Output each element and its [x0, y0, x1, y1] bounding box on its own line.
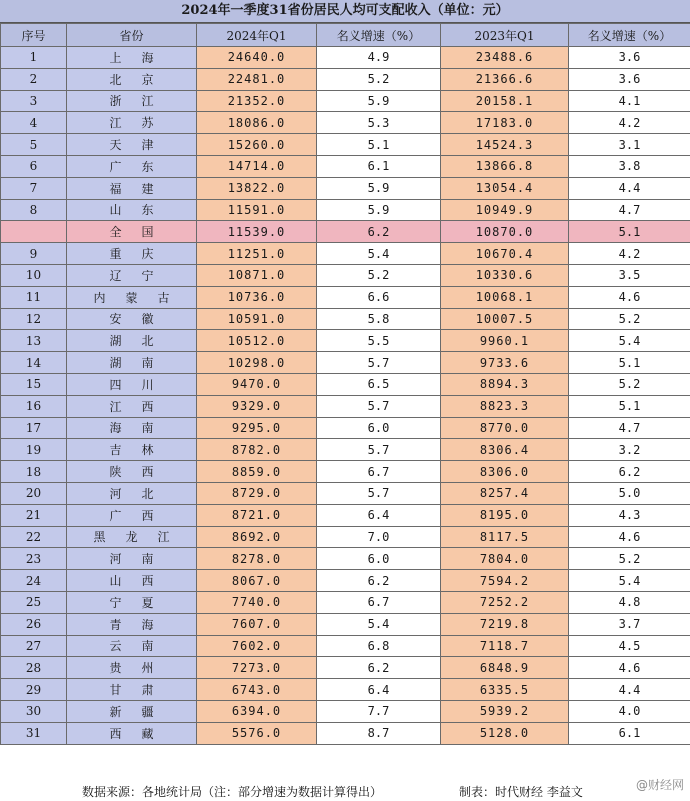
row-province: 陕西 — [67, 461, 197, 483]
header-province: 省份 — [67, 24, 197, 47]
row-growth-2024: 5.5 — [317, 330, 441, 352]
row-growth-2024: 4.9 — [317, 47, 441, 69]
row-index: 20 — [1, 482, 67, 504]
row-growth-2023: 4.0 — [569, 700, 690, 722]
row-income-2023q1: 10949.9 — [441, 199, 569, 221]
row-growth-2024: 6.4 — [317, 679, 441, 701]
row-index: 31 — [1, 722, 67, 744]
row-growth-2024: 6.6 — [317, 286, 441, 308]
row-province: 福建 — [67, 177, 197, 199]
row-index: 21 — [1, 504, 67, 526]
row-income-2023q1: 7594.2 — [441, 570, 569, 592]
table-row — [1, 155, 690, 177]
row-growth-2024: 6.0 — [317, 417, 441, 439]
row-income-2024q1: 8782.0 — [197, 439, 317, 461]
row-income-2023q1: 8770.0 — [441, 417, 569, 439]
table-row — [1, 395, 690, 417]
row-income-2024q1: 14714.0 — [197, 155, 317, 177]
row-income-2023q1: 6848.9 — [441, 657, 569, 679]
table-row — [1, 439, 690, 461]
row-income-2023q1: 10870.0 — [441, 221, 569, 243]
row-province: 吉林 — [67, 439, 197, 461]
row-income-2024q1: 18086.0 — [197, 112, 317, 134]
row-income-2024q1: 11251.0 — [197, 243, 317, 265]
row-income-2023q1: 9960.1 — [441, 330, 569, 352]
row-index: 19 — [1, 439, 67, 461]
table-row — [1, 199, 690, 221]
row-growth-2024: 6.7 — [317, 461, 441, 483]
row-growth-2024: 5.8 — [317, 308, 441, 330]
row-index: 23 — [1, 548, 67, 570]
row-income-2024q1: 13822.0 — [197, 177, 317, 199]
row-index: 24 — [1, 570, 67, 592]
row-income-2023q1: 10330.6 — [441, 264, 569, 286]
row-income-2024q1: 6394.0 — [197, 700, 317, 722]
footer-source: 数据来源：各地统计局（注：部分增速为数据计算得出） — [82, 785, 383, 799]
table-row — [1, 613, 690, 635]
row-index: 17 — [1, 417, 67, 439]
table-row — [1, 330, 690, 352]
row-growth-2024: 5.9 — [317, 199, 441, 221]
row-growth-2024: 5.9 — [317, 90, 441, 112]
row-growth-2023: 5.2 — [569, 548, 690, 570]
row-index: 8 — [1, 199, 67, 221]
row-income-2024q1: 15260.0 — [197, 134, 317, 156]
row-income-2023q1: 5128.0 — [441, 722, 569, 744]
row-growth-2024: 6.2 — [317, 570, 441, 592]
row-income-2024q1: 8729.0 — [197, 482, 317, 504]
row-index: 2 — [1, 68, 67, 90]
row-growth-2023: 3.7 — [569, 613, 690, 635]
row-index: 14 — [1, 352, 67, 374]
row-income-2024q1: 10591.0 — [197, 308, 317, 330]
watermark: @财经网 — [635, 778, 684, 792]
row-income-2024q1: 11539.0 — [197, 221, 317, 243]
row-growth-2023: 4.6 — [569, 526, 690, 548]
row-province: 北京 — [67, 68, 197, 90]
table-row — [1, 570, 690, 592]
table-title: 2024年一季度31省份居民人均可支配收入（单位：元） — [0, 0, 690, 23]
row-growth-2024: 5.3 — [317, 112, 441, 134]
table-row — [1, 243, 690, 265]
row-income-2024q1: 21352.0 — [197, 90, 317, 112]
row-index: 18 — [1, 461, 67, 483]
row-index: 26 — [1, 613, 67, 635]
row-growth-2024: 6.1 — [317, 155, 441, 177]
row-growth-2023: 3.1 — [569, 134, 690, 156]
row-growth-2023: 4.7 — [569, 199, 690, 221]
row-province: 江苏 — [67, 112, 197, 134]
table-row — [1, 591, 690, 613]
row-growth-2023: 5.1 — [569, 395, 690, 417]
row-province: 湖北 — [67, 330, 197, 352]
row-province: 新疆 — [67, 700, 197, 722]
row-province: 湖南 — [67, 352, 197, 374]
row-province: 黑龙江 — [67, 526, 197, 548]
row-income-2024q1: 10736.0 — [197, 286, 317, 308]
row-province: 云南 — [67, 635, 197, 657]
row-growth-2023: 3.6 — [569, 47, 690, 69]
row-income-2024q1: 9329.0 — [197, 395, 317, 417]
row-growth-2024: 7.0 — [317, 526, 441, 548]
row-growth-2023: 4.6 — [569, 657, 690, 679]
row-income-2024q1: 7273.0 — [197, 657, 317, 679]
row-province: 甘肃 — [67, 679, 197, 701]
row-growth-2023: 6.1 — [569, 722, 690, 744]
header-growth-2023: 名义增速（%） — [569, 24, 690, 47]
row-income-2024q1: 8692.0 — [197, 526, 317, 548]
row-province: 宁夏 — [67, 591, 197, 613]
row-growth-2023: 5.2 — [569, 373, 690, 395]
row-growth-2024: 6.7 — [317, 591, 441, 613]
row-income-2023q1: 10007.5 — [441, 308, 569, 330]
row-income-2023q1: 8306.4 — [441, 439, 569, 461]
row-growth-2023: 4.6 — [569, 286, 690, 308]
row-growth-2023: 4.8 — [569, 591, 690, 613]
row-income-2024q1: 8067.0 — [197, 570, 317, 592]
row-income-2024q1: 8721.0 — [197, 504, 317, 526]
row-income-2023q1: 9733.6 — [441, 352, 569, 374]
row-province: 山西 — [67, 570, 197, 592]
header-growth-2024: 名义增速（%） — [317, 24, 441, 47]
row-income-2024q1: 8859.0 — [197, 461, 317, 483]
header-index: 序号 — [1, 24, 67, 47]
row-growth-2024: 6.2 — [317, 221, 441, 243]
row-income-2023q1: 6335.5 — [441, 679, 569, 701]
row-growth-2023: 3.2 — [569, 439, 690, 461]
row-growth-2023: 5.1 — [569, 221, 690, 243]
row-growth-2024: 5.7 — [317, 439, 441, 461]
header-row — [1, 24, 690, 47]
row-growth-2023: 3.8 — [569, 155, 690, 177]
header-2024q1: 2024年Q1 — [197, 24, 317, 47]
table-row — [1, 47, 690, 69]
row-index: 27 — [1, 635, 67, 657]
table-row — [1, 679, 690, 701]
row-growth-2024: 6.8 — [317, 635, 441, 657]
row-income-2024q1: 22481.0 — [197, 68, 317, 90]
table-row — [1, 548, 690, 570]
row-province: 广西 — [67, 504, 197, 526]
table-row — [1, 112, 690, 134]
table-row — [1, 657, 690, 679]
row-income-2023q1: 8257.4 — [441, 482, 569, 504]
row-income-2023q1: 10068.1 — [441, 286, 569, 308]
row-income-2023q1: 7118.7 — [441, 635, 569, 657]
table-row — [1, 482, 690, 504]
row-income-2024q1: 10298.0 — [197, 352, 317, 374]
row-growth-2024: 5.2 — [317, 264, 441, 286]
row-growth-2024: 5.4 — [317, 613, 441, 635]
row-growth-2023: 4.4 — [569, 679, 690, 701]
row-province: 广东 — [67, 155, 197, 177]
row-income-2023q1: 13866.8 — [441, 155, 569, 177]
row-growth-2023: 3.5 — [569, 264, 690, 286]
row-income-2023q1: 17183.0 — [441, 112, 569, 134]
row-income-2023q1: 8195.0 — [441, 504, 569, 526]
row-income-2024q1: 10512.0 — [197, 330, 317, 352]
national-row — [1, 221, 690, 243]
row-income-2023q1: 23488.6 — [441, 47, 569, 69]
row-province: 天津 — [67, 134, 197, 156]
row-income-2024q1: 8278.0 — [197, 548, 317, 570]
table-row — [1, 134, 690, 156]
table-row — [1, 722, 690, 744]
row-growth-2023: 6.2 — [569, 461, 690, 483]
row-index: 28 — [1, 657, 67, 679]
table-row — [1, 373, 690, 395]
row-growth-2024: 5.7 — [317, 395, 441, 417]
row-growth-2024: 5.9 — [317, 177, 441, 199]
row-income-2024q1: 6743.0 — [197, 679, 317, 701]
row-province: 海南 — [67, 417, 197, 439]
row-province: 安徽 — [67, 308, 197, 330]
row-province: 山东 — [67, 199, 197, 221]
row-province: 全国 — [67, 221, 197, 243]
row-province: 贵州 — [67, 657, 197, 679]
row-growth-2023: 4.7 — [569, 417, 690, 439]
row-growth-2023: 4.1 — [569, 90, 690, 112]
row-index: 30 — [1, 700, 67, 722]
table-row — [1, 461, 690, 483]
table-body — [1, 47, 690, 745]
row-income-2023q1: 8117.5 — [441, 526, 569, 548]
row-income-2023q1: 8823.3 — [441, 395, 569, 417]
table-row — [1, 286, 690, 308]
row-index: 6 — [1, 155, 67, 177]
row-income-2023q1: 13054.4 — [441, 177, 569, 199]
row-index: 11 — [1, 286, 67, 308]
row-income-2023q1: 20158.1 — [441, 90, 569, 112]
row-income-2024q1: 9470.0 — [197, 373, 317, 395]
row-province: 四川 — [67, 373, 197, 395]
row-growth-2024: 7.7 — [317, 700, 441, 722]
row-growth-2023: 5.4 — [569, 570, 690, 592]
row-income-2024q1: 9295.0 — [197, 417, 317, 439]
row-province: 重庆 — [67, 243, 197, 265]
row-growth-2023: 5.2 — [569, 308, 690, 330]
table-row — [1, 177, 690, 199]
table-row — [1, 635, 690, 657]
row-province: 青海 — [67, 613, 197, 635]
row-income-2024q1: 7602.0 — [197, 635, 317, 657]
row-index: 12 — [1, 308, 67, 330]
header-2023q1: 2023年Q1 — [441, 24, 569, 47]
row-growth-2024: 5.4 — [317, 243, 441, 265]
row-province: 西藏 — [67, 722, 197, 744]
row-index: 15 — [1, 373, 67, 395]
row-income-2024q1: 7740.0 — [197, 591, 317, 613]
row-growth-2024: 5.7 — [317, 482, 441, 504]
row-growth-2024: 6.4 — [317, 504, 441, 526]
row-growth-2024: 8.7 — [317, 722, 441, 744]
row-index: 3 — [1, 90, 67, 112]
row-income-2024q1: 11591.0 — [197, 199, 317, 221]
row-growth-2024: 6.2 — [317, 657, 441, 679]
row-income-2023q1: 7804.0 — [441, 548, 569, 570]
row-index: 9 — [1, 243, 67, 265]
table-row — [1, 352, 690, 374]
row-growth-2024: 6.0 — [317, 548, 441, 570]
row-income-2024q1: 10871.0 — [197, 264, 317, 286]
row-province: 上海 — [67, 47, 197, 69]
row-income-2024q1: 5576.0 — [197, 722, 317, 744]
row-index: 10 — [1, 264, 67, 286]
table-row — [1, 504, 690, 526]
row-growth-2024: 5.1 — [317, 134, 441, 156]
table-row — [1, 308, 690, 330]
table-row — [1, 264, 690, 286]
table-row — [1, 68, 690, 90]
table-row — [1, 526, 690, 548]
footer-credit: 制表：时代财经 李益文 — [459, 785, 583, 799]
row-index: 29 — [1, 679, 67, 701]
row-growth-2023: 4.3 — [569, 504, 690, 526]
row-province: 辽宁 — [67, 264, 197, 286]
row-index: 1 — [1, 47, 67, 69]
row-province: 浙江 — [67, 90, 197, 112]
row-income-2023q1: 8306.0 — [441, 461, 569, 483]
income-table — [0, 23, 690, 745]
row-income-2023q1: 5939.2 — [441, 700, 569, 722]
row-income-2023q1: 10670.4 — [441, 243, 569, 265]
table-row — [1, 700, 690, 722]
footer — [0, 784, 690, 801]
row-growth-2023: 5.0 — [569, 482, 690, 504]
row-income-2023q1: 8894.3 — [441, 373, 569, 395]
row-income-2024q1: 24640.0 — [197, 47, 317, 69]
row-growth-2024: 5.7 — [317, 352, 441, 374]
row-index: 25 — [1, 591, 67, 613]
row-province: 江西 — [67, 395, 197, 417]
row-growth-2023: 4.2 — [569, 112, 690, 134]
row-income-2023q1: 21366.6 — [441, 68, 569, 90]
row-growth-2024: 6.5 — [317, 373, 441, 395]
row-index — [1, 221, 67, 243]
row-province: 河南 — [67, 548, 197, 570]
row-income-2023q1: 7252.2 — [441, 591, 569, 613]
row-growth-2023: 5.4 — [569, 330, 690, 352]
row-growth-2023: 4.5 — [569, 635, 690, 657]
row-index: 5 — [1, 134, 67, 156]
row-index: 4 — [1, 112, 67, 134]
row-growth-2023: 5.1 — [569, 352, 690, 374]
row-growth-2023: 4.4 — [569, 177, 690, 199]
row-growth-2024: 5.2 — [317, 68, 441, 90]
row-income-2024q1: 7607.0 — [197, 613, 317, 635]
row-index: 7 — [1, 177, 67, 199]
row-province: 河北 — [67, 482, 197, 504]
row-growth-2023: 3.6 — [569, 68, 690, 90]
table-row — [1, 90, 690, 112]
row-index: 22 — [1, 526, 67, 548]
row-income-2023q1: 7219.8 — [441, 613, 569, 635]
row-income-2023q1: 14524.3 — [441, 134, 569, 156]
row-growth-2023: 4.2 — [569, 243, 690, 265]
row-index: 16 — [1, 395, 67, 417]
row-index: 13 — [1, 330, 67, 352]
table-row — [1, 417, 690, 439]
row-province: 内蒙古 — [67, 286, 197, 308]
